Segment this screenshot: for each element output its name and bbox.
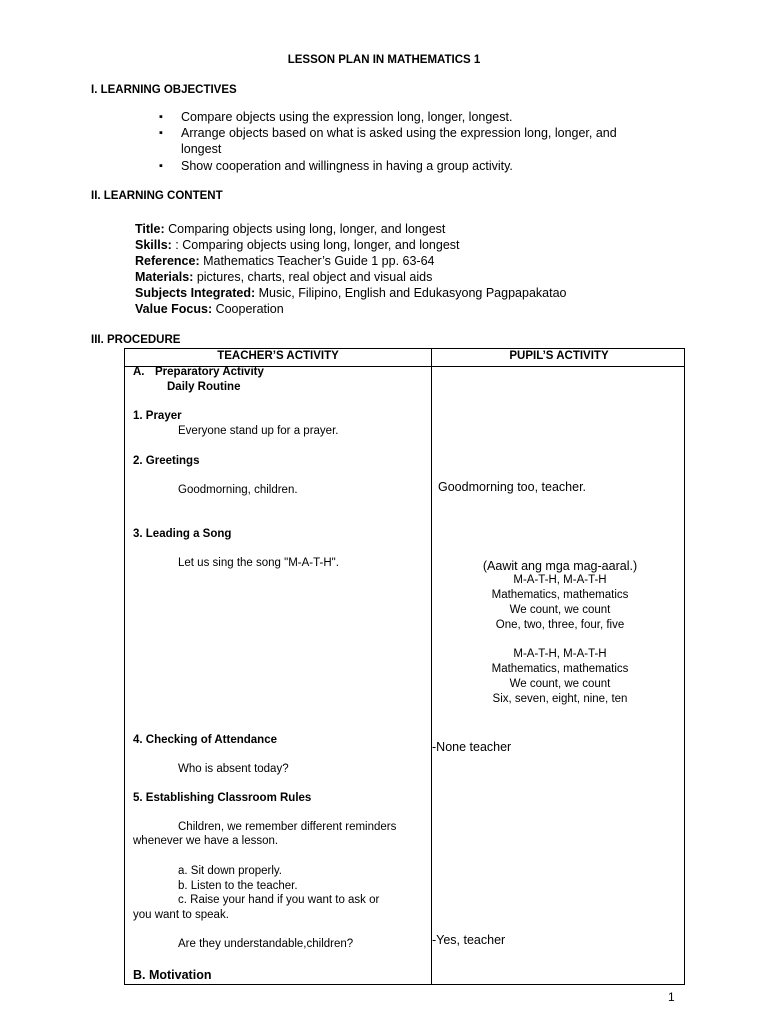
song-lyric-line: Mathematics, mathematics: [491, 663, 629, 675]
pupil-greeting: Goodmorning too, teacher.: [438, 480, 587, 494]
content-value: Comparing objects using long, longer, and longest: [164, 222, 446, 236]
pupil-attendance-response: -None teacher: [432, 740, 512, 754]
daily-routine: Daily Routine: [167, 381, 241, 393]
content-value: Cooperation: [212, 302, 284, 316]
motivation-heading: B. Motivation: [133, 968, 212, 982]
rules-question: Are they understandable,children?: [178, 938, 354, 950]
rules-text-1: Children, we remember different reminders: [178, 821, 397, 833]
rule-c: c. Raise your hand if you want to ask or: [178, 894, 380, 906]
prayer-text: Everyone stand up for a prayer.: [178, 425, 339, 437]
prayer-heading: 1. Prayer: [133, 410, 182, 422]
song-lyric-line: M-A-T-H, M-A-T-H: [513, 574, 607, 586]
rule-a: a. Sit down properly.: [178, 865, 282, 877]
document-title: LESSON PLAN IN MATHEMATICS 1: [287, 54, 481, 66]
teacher-column-header: TEACHER’S ACTIVITY: [217, 350, 339, 362]
song-heading: 3. Leading a Song: [133, 528, 232, 540]
rules-text-2: whenever we have a lesson.: [133, 835, 279, 847]
rule-b: b. Listen to the teacher.: [178, 880, 298, 892]
content-label: Materials:: [135, 270, 194, 284]
section-a-label: A.: [133, 366, 145, 378]
pupil-rules-response: -Yes, teacher: [432, 933, 506, 947]
content-materials: [135, 270, 432, 284]
greetings-heading: 2. Greetings: [133, 455, 200, 467]
song-lyric-line: (Aawit ang mga mag-aaral.): [482, 559, 638, 573]
song-text: Let us sing the song "M-A-T-H".: [178, 557, 339, 569]
content-label: Value Focus:: [135, 302, 213, 316]
objective-2: Arrange objects based on what is asked using the expression long, longer, and: [181, 126, 617, 140]
objective-2-cont: longest: [181, 142, 222, 156]
pupil-column-header: PUPIL’S ACTIVITY: [509, 350, 609, 362]
rule-c-cont: you want to speak.: [133, 909, 229, 921]
objective-1: Compare objects using the expression long, longer, longest.: [181, 110, 513, 124]
content-title: [135, 222, 445, 236]
rules-heading: 5. Establishing Classroom Rules: [133, 792, 312, 804]
page-number: 1: [668, 990, 675, 1004]
objective-3: Show cooperation and willingness in having a group activity.: [181, 159, 513, 173]
content-value-focus: [135, 302, 284, 316]
song-lyric-line: Six, seven, eight, nine, ten: [492, 693, 628, 705]
column-divider: [431, 349, 432, 984]
bullet-icon: ▪: [159, 111, 163, 123]
bullet-icon: ▪: [159, 127, 163, 139]
song-lyric-line: One, two, three, four, five: [495, 619, 625, 631]
song-lyric-line: Mathematics, mathematics: [491, 589, 629, 601]
greetings-text: Goodmorning, children.: [178, 484, 298, 496]
content-value: pictures, charts, real object and visual aids: [193, 270, 433, 284]
content-label: Title:: [135, 222, 165, 236]
section-3-heading: III. PROCEDURE: [91, 334, 181, 346]
song-lyric-line: We count, we count: [509, 678, 611, 690]
song-lyric-line: M-A-T-H, M-A-T-H: [513, 648, 607, 660]
content-reference: [135, 254, 434, 268]
content-label: Skills:: [135, 238, 172, 252]
bullet-icon: ▪: [159, 160, 163, 172]
section-1-heading: I. LEARNING OBJECTIVES: [91, 84, 237, 96]
content-value: Mathematics Teacher’s Guide 1 pp. 63-64: [199, 254, 435, 268]
section-2-heading: II. LEARNING CONTENT: [91, 190, 223, 202]
attendance-text: Who is absent today?: [178, 763, 289, 775]
content-label: Reference:: [135, 254, 200, 268]
content-value: Music, Filipino, English and Edukasyong Pagpapakatao: [255, 286, 567, 300]
section-a-title: Preparatory Activity: [155, 366, 264, 378]
content-label: Subjects Integrated:: [135, 286, 256, 300]
content-skills: [135, 238, 460, 252]
attendance-heading: 4. Checking of Attendance: [133, 734, 277, 746]
song-lyric-line: We count, we count: [509, 604, 611, 616]
content-subjects: [135, 286, 566, 300]
content-value: : Comparing objects using long, longer, and longest: [171, 238, 460, 252]
